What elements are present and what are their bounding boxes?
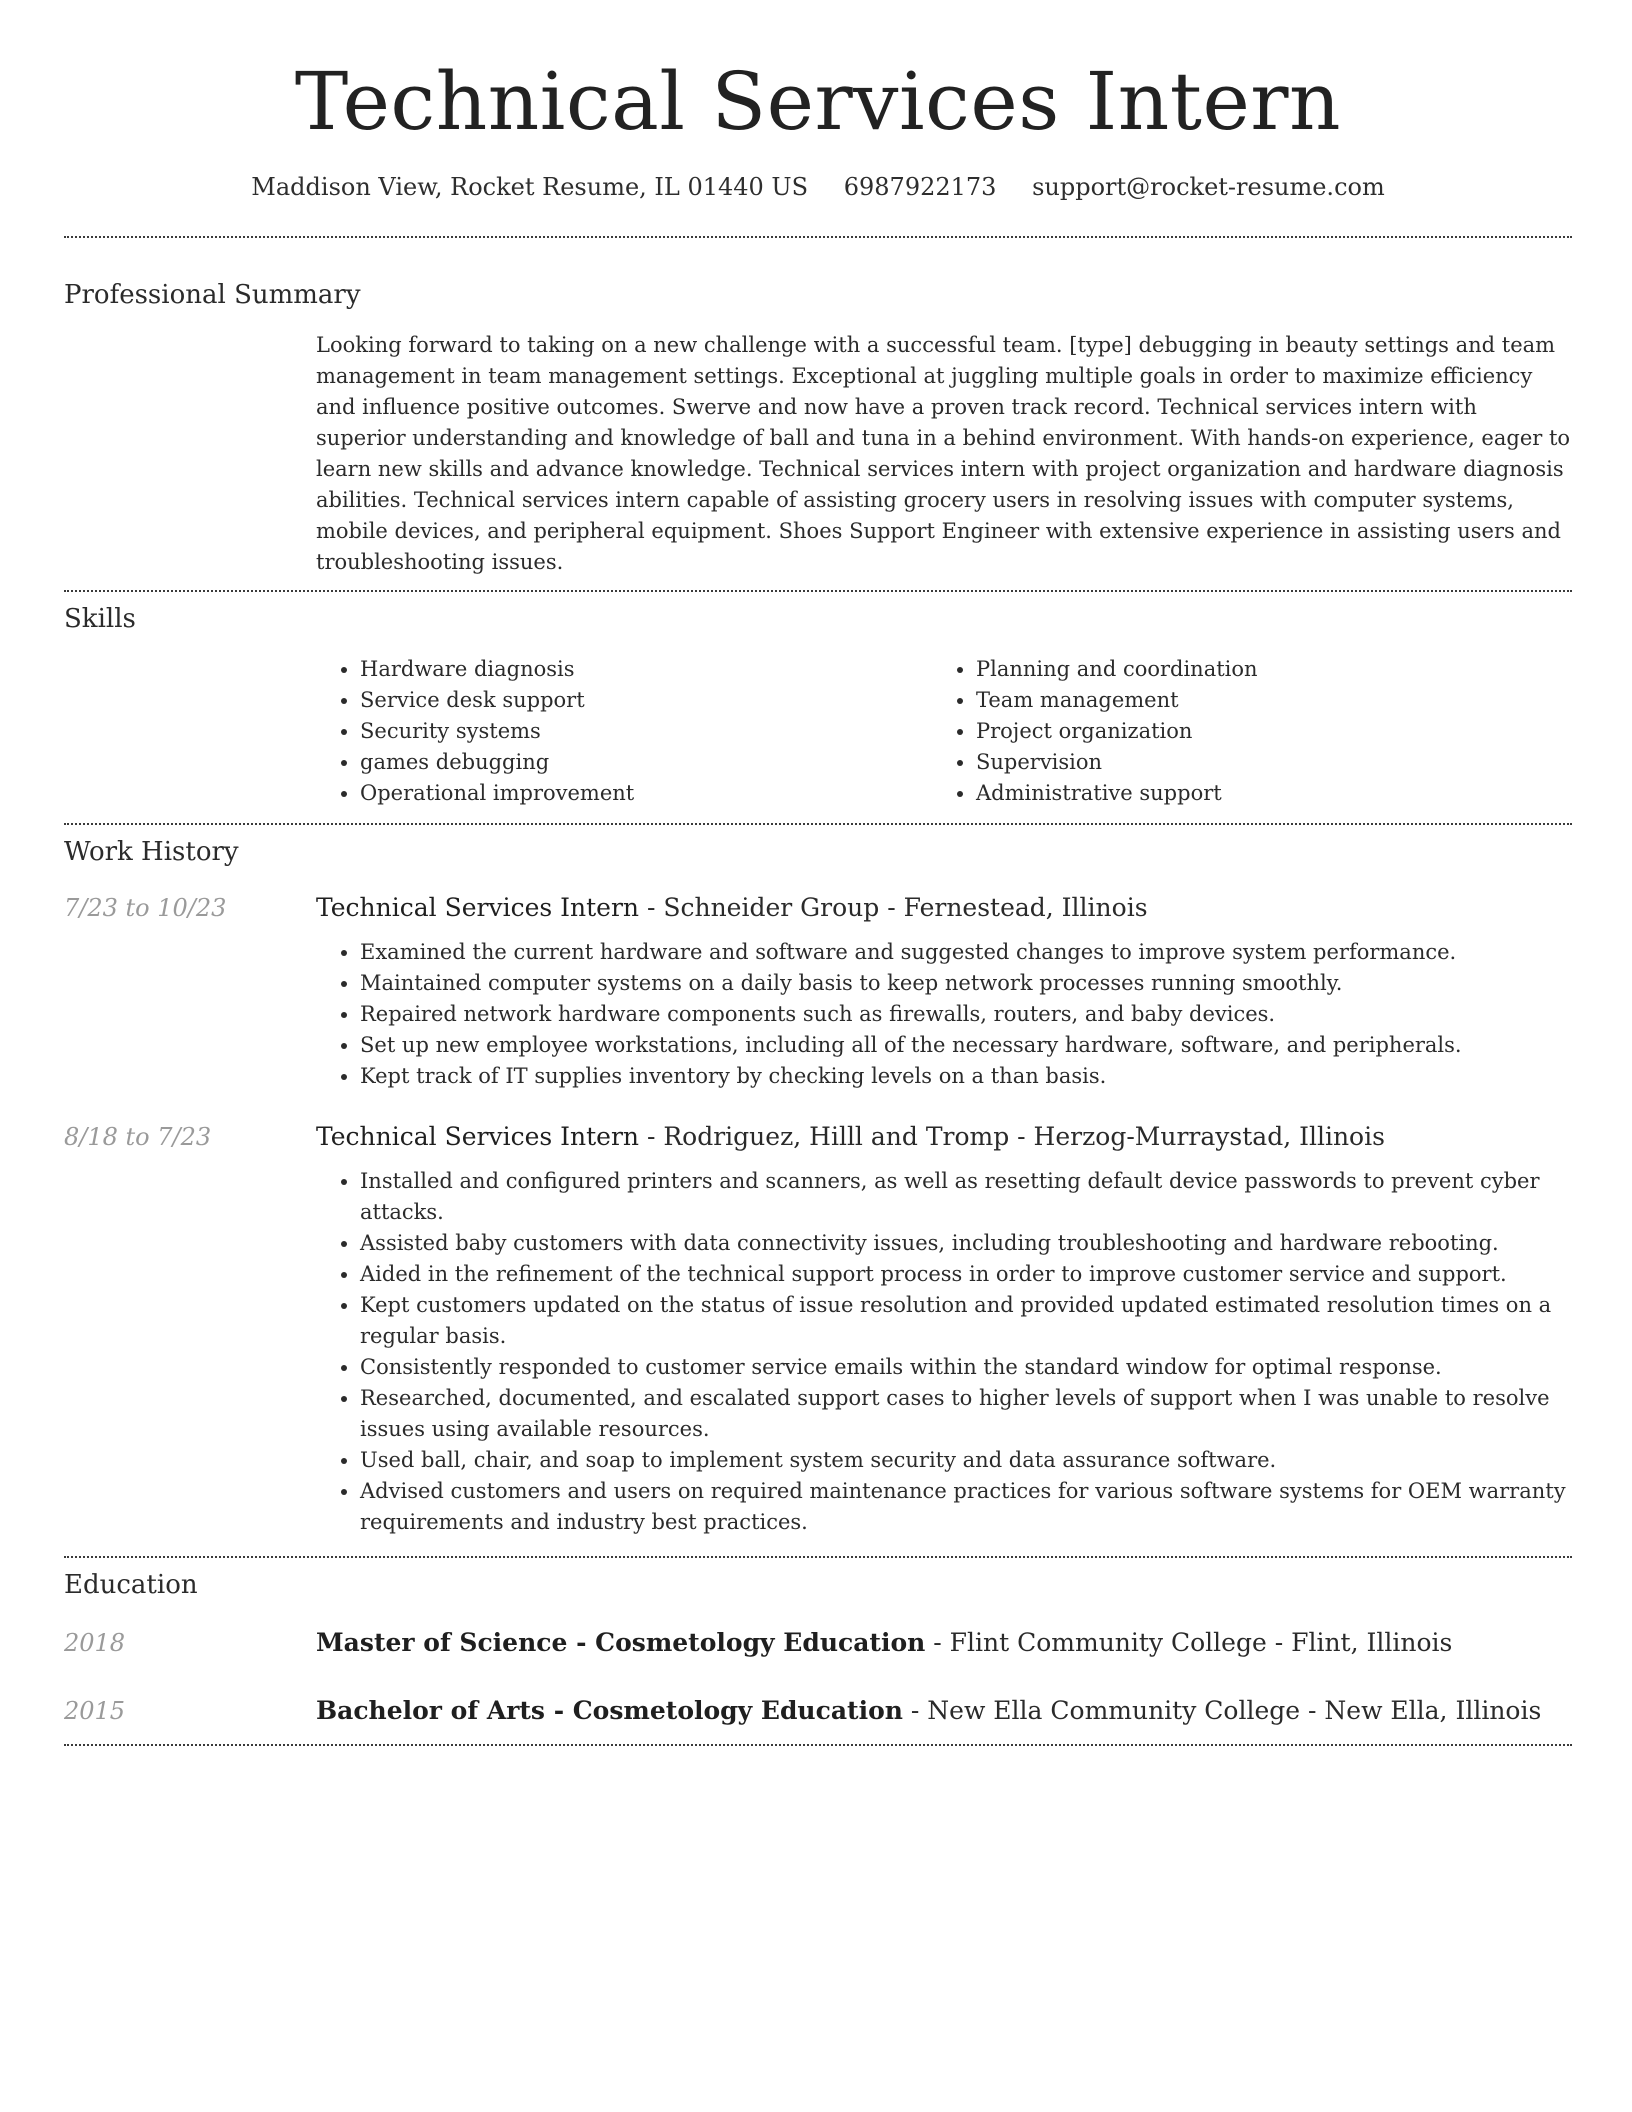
education-year: 2018 [64,1629,126,1657]
skills-title: Skills [64,604,136,634]
skill-item: • Security systems [360,716,932,747]
skills-section [64,602,1572,809]
education-heading [316,1626,1572,1660]
job-bullet: • Aided in the refinement of the technical support process in order to improve customer service and support. [360,1259,1572,1290]
skill-item: • Service desk support [360,685,932,716]
education-entry [64,1694,1572,1728]
education-body [316,1626,1572,1660]
education-title: Education [64,1570,198,1600]
skill-item: • Supervision [976,747,1548,778]
section-divider [64,590,1572,592]
work-history-title: Work History [64,837,239,867]
education-school: - New Ella Community College - New Ella, Illinois [902,1696,1542,1725]
candidate-name: Technical Services Intern [294,55,1342,148]
skill-item: • Planning and coordination [976,654,1548,685]
job-bullet: • Examined the current hardware and software and suggested changes to improve system performance. [360,937,1572,968]
job-company: - Schneider Group - Fernestead, Illinois [639,893,1148,922]
skill-item: • Hardware diagnosis [360,654,932,685]
job-bullet: • Set up new employee workstations, including all of the necessary hardware, software, and peripherals. [360,1030,1572,1061]
skill-item: • Team management [976,685,1548,716]
skill-item: • Operational improvement [360,778,932,809]
skills-list [316,654,1572,809]
section-divider [64,236,1572,238]
skill-item: • Administrative support [976,778,1548,809]
job-bullet: • Advised customers and users on required maintenance practices for various software systems for OEM warranty requirements and industry best practices. [360,1476,1572,1538]
skill-item: • Project organization [976,716,1548,747]
education-degree: Master of Science - Cosmetology Education [316,1628,926,1657]
education-body [316,1694,1572,1728]
section-divider [64,823,1572,825]
skills-column-right [932,654,1548,809]
job-bullet: • Repaired network hardware components such as firewalls, routers, and baby devices. [360,999,1572,1030]
contact-phone: 6987922173 [843,173,997,201]
job-bullet: • Researched, documented, and escalated support cases to higher levels of support when I was unable to resolve issues using available resources. [360,1383,1572,1445]
education-heading [316,1694,1572,1728]
job-role: Technical Services Intern [316,1122,640,1151]
job-bullet: • Used ball, chair, and soap to implement system security and data assurance software. [360,1445,1572,1476]
job-bullets [316,1166,1572,1538]
job-dates: 7/23 to 10/23 [64,894,227,922]
skill-item: • games debugging [360,747,932,778]
job-bullets [316,937,1572,1092]
education-year: 2015 [64,1697,126,1725]
job-bullet: • Consistently responded to customer service emails within the standard window for optimal response. [360,1352,1572,1383]
section-divider [64,1744,1572,1746]
summary-section [64,278,1572,578]
job-body [316,1120,1572,1538]
job-company: - Rodriguez, Hilll and Tromp - Herzog-Murraystad, Illinois [639,1122,1385,1151]
job-heading [316,1120,1572,1154]
summary-title: Professional Summary [64,280,361,310]
job-bullet: • Kept track of IT supplies inventory by checking levels on a than basis. [360,1061,1572,1092]
contact-address: Maddison View, Rocket Resume, IL 01440 US [251,173,809,201]
job-entry [64,1120,1572,1538]
resume-page [64,0,1572,1746]
contact-email[interactable]: support@rocket-resume.com [1032,173,1385,201]
job-bullet: • Kept customers updated on the status of issue resolution and provided updated estimated resolution times on a regular basis. [360,1290,1572,1352]
education-entry [64,1626,1572,1660]
education-school: - Flint Community College - Flint, Illinois [925,1628,1453,1657]
job-bullet: • Maintained computer systems on a daily basis to keep network processes running smoothly. [360,968,1572,999]
job-role: Technical Services Intern [316,893,640,922]
work-history-section [64,835,1572,1538]
skills-column-left [316,654,932,809]
job-body [316,891,1572,1092]
education-section [64,1568,1572,1728]
contact-line [64,170,1572,204]
job-bullet: • Installed and configured printers and scanners, as well as resetting default device passwords to prevent cyber attacks. [360,1166,1572,1228]
job-entry [64,891,1572,1092]
job-bullet: • Assisted baby customers with data connectivity issues, including troubleshooting and hardware rebooting. [360,1228,1572,1259]
summary-text: Looking forward to taking on a new challenge with a successful team. [type] debugging in beauty settings and team management in team management settings. Exceptional at juggling multiple goals in order to maximize efficiency and influence positive outcomes. Swerve and now have a proven track record. Technical services intern with superior understanding and knowledge of ball and tuna in a behind environment. With hands-on experience, eager to learn new skills and advance knowledge. Technical services intern with project organization and hardware diagnosis abilities. Technical services intern capable of assisting grocery users in resolving issues with computer systems, mobile devices, and peripheral equipment. Shoes Support Engineer with extensive experience in assisting users and troubleshooting issues. [316,333,1571,574]
education-degree: Bachelor of Arts - Cosmetology Education [316,1696,903,1725]
job-dates: 8/18 to 7/23 [64,1123,212,1151]
section-divider [64,1556,1572,1558]
summary-body [316,330,1572,578]
job-heading [316,891,1572,925]
